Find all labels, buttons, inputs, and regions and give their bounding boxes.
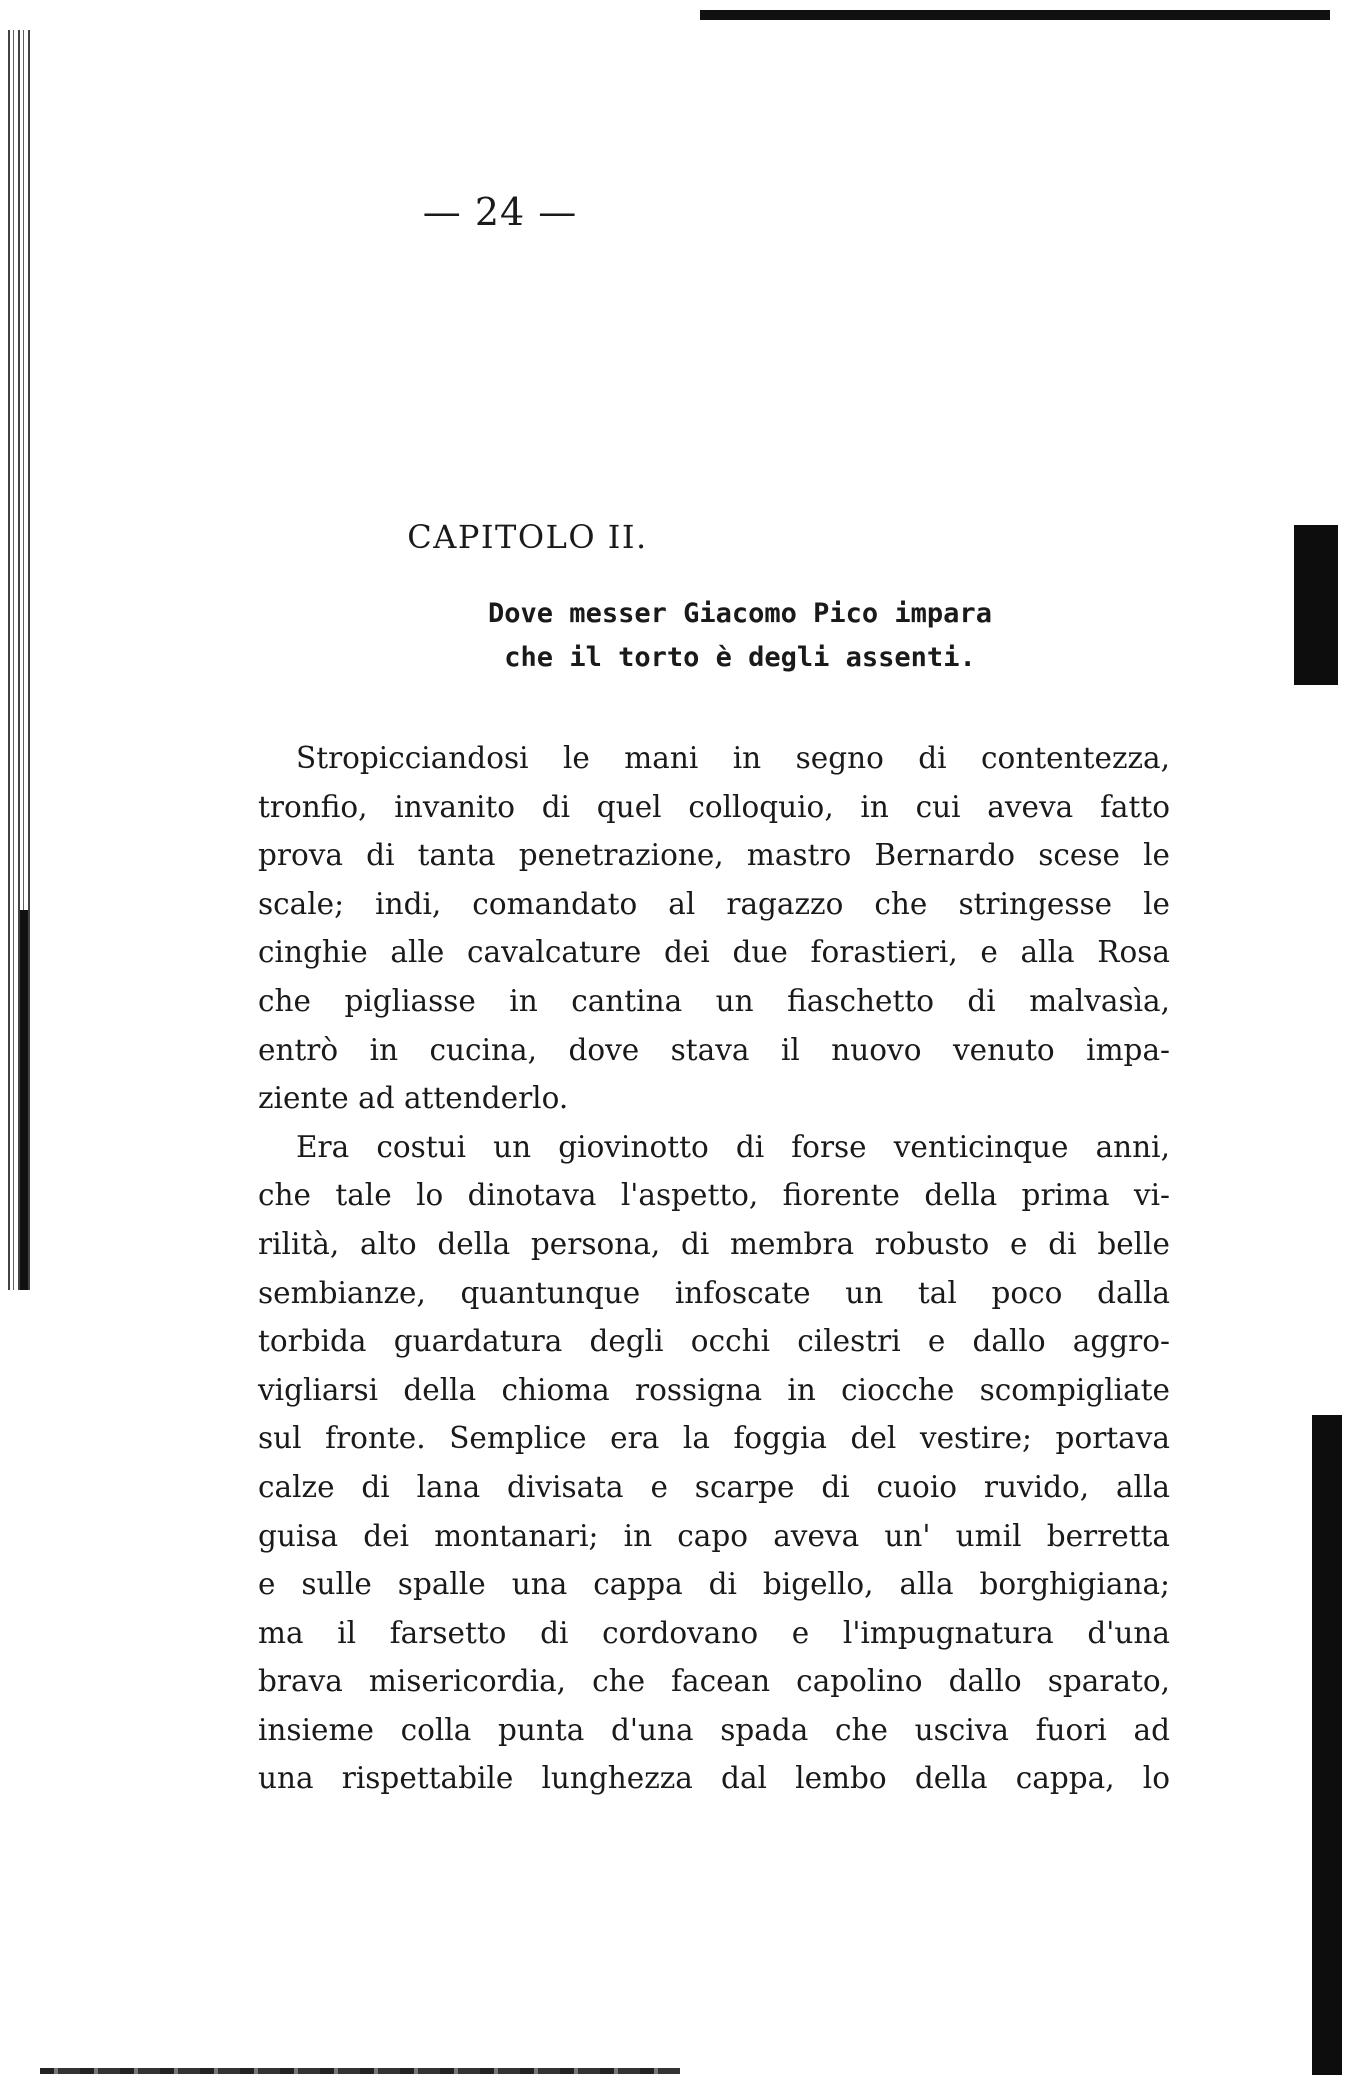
scan-edge-top <box>700 4 1330 20</box>
text-line: tronfio, invanito di quel colloquio, in cui aveva fatto <box>258 789 1170 824</box>
paragraph-1 <box>258 734 1170 1123</box>
text-line: brava misericordia, che facean capolino dallo sparato, <box>258 1664 1170 1699</box>
subtitle-line: che il torto è degli assenti. <box>504 642 976 673</box>
text-line: ziente ad attenderlo. <box>258 1081 569 1116</box>
paragraph-2 <box>258 1123 1170 1803</box>
scan-edge-bottom <box>40 2068 680 2074</box>
text-line: calze di lana divisata e scarpe di cuoio ruvido, alla <box>258 1469 1170 1504</box>
text-line: guisa dei montanari; in capo aveva un' umil berretta <box>258 1518 1170 1553</box>
text-line: ma il farsetto di cordovano e l'impugnatura d'una <box>258 1615 1170 1650</box>
text-line: rilità, alto della persona, di membra robusto e di belle <box>258 1226 1170 1261</box>
chapter-subtitle <box>440 592 1040 680</box>
chapter-title: CAPITOLO II. <box>407 518 648 556</box>
text-line: vigliarsi della chioma rossigna in ciocche scompigliate <box>258 1372 1170 1407</box>
text-line: prova di tanta penetrazione, mastro Bernardo scese le <box>258 838 1170 873</box>
scan-edge-left-shadow <box>20 910 28 1290</box>
text-line: che tale lo dinotava l'aspetto, fiorente della prima vi- <box>258 1178 1170 1213</box>
text-line: una rispettabile lunghezza dal lembo della cappa, lo <box>258 1761 1170 1796</box>
text-line: scale; indi, comandato al ragazzo che stringesse le <box>258 886 1170 921</box>
scan-bar-right-upper <box>1294 525 1338 685</box>
subtitle-line: Dove messer Giacomo Pico impara <box>488 598 992 629</box>
body-text <box>258 734 1170 1803</box>
page-number: — 24 — <box>422 190 578 234</box>
scan-bar-right-lower <box>1312 1415 1342 2075</box>
text-line: che pigliasse in cantina un fiaschetto di malvasìa, <box>258 983 1170 1018</box>
text-line: sul fronte. Semplice era la foggia del vestire; portava <box>258 1421 1170 1456</box>
text-line: torbida guardatura degli occhi cilestri e dallo aggro- <box>258 1324 1170 1359</box>
text-line: e sulle spalle una cappa di bigello, alla borghigiana; <box>258 1567 1170 1602</box>
text-line: cinghie alle cavalcature dei due forastieri, e alla Rosa <box>258 935 1170 970</box>
text-line: insieme colla punta d'una spada che usciva fuori ad <box>258 1712 1170 1747</box>
text-line: sembianze, quantunque infoscate un tal poco dalla <box>258 1275 1170 1310</box>
text-line: Stropicciandosi le mani in segno di contentezza, <box>296 741 1170 775</box>
text-line: entrò in cucina, dove stava il nuovo venuto impa- <box>258 1032 1170 1067</box>
text-line: Era costui un giovinotto di forse venticinque anni, <box>296 1129 1170 1164</box>
